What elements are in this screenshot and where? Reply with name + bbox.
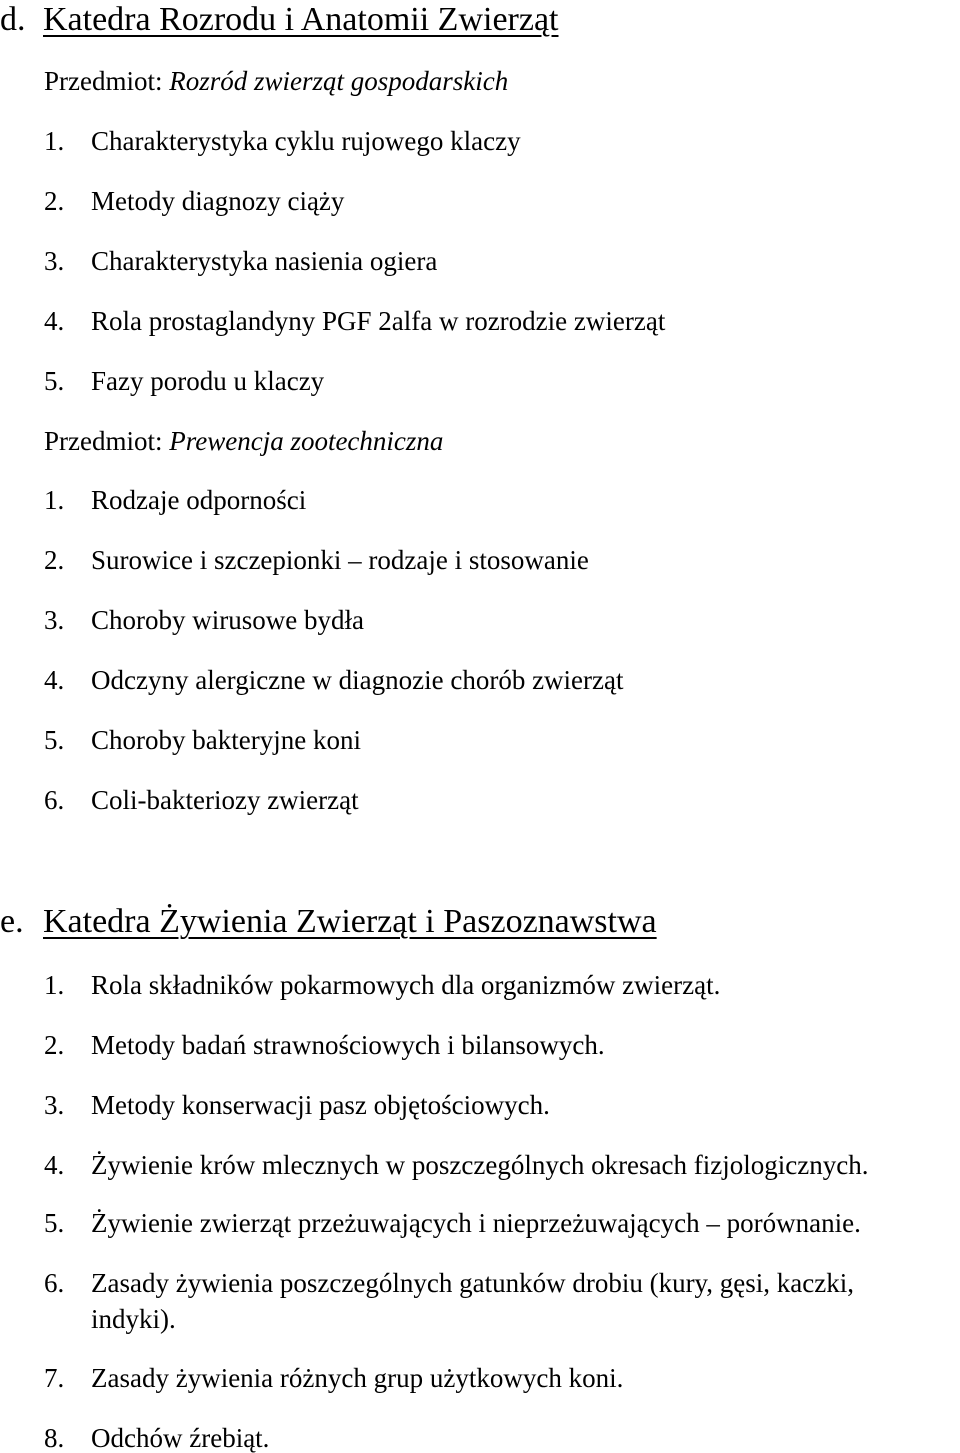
item-number: 6. bbox=[44, 785, 65, 815]
subject-name: Rozród zwierząt gospodarskich bbox=[169, 66, 509, 96]
item-number: 4. bbox=[44, 665, 65, 695]
item-text: Żywienie krów mlecznych w poszczególnych okresach fizjologicznych. bbox=[91, 1150, 869, 1180]
item-text: Rola składników pokarmowych dla organizmów zwierząt. bbox=[91, 970, 721, 1000]
item-text: Metody badań strawnościowych i bilansowych. bbox=[91, 1030, 605, 1060]
item-number: 1. bbox=[44, 485, 65, 515]
subject-name: Prewencja zootechniczna bbox=[169, 426, 444, 456]
section-title: Katedra Żywienia Zwierząt i Paszoznawstwa bbox=[43, 903, 657, 940]
item-text: Odchów źrebiąt. bbox=[91, 1423, 270, 1453]
item-text: Rodzaje odporności bbox=[91, 485, 307, 515]
item-number: 6. bbox=[44, 1268, 65, 1298]
item-number: 4. bbox=[44, 1150, 65, 1180]
item-number: 2. bbox=[44, 1030, 65, 1060]
item-number: 5. bbox=[44, 366, 65, 396]
subject-line bbox=[44, 428, 443, 455]
item-number: 5. bbox=[44, 725, 65, 755]
item-number: 3. bbox=[44, 605, 65, 635]
item-number: 5. bbox=[44, 1208, 65, 1238]
item-text: Metody diagnozy ciąży bbox=[91, 186, 345, 216]
item-number: 3. bbox=[44, 1090, 65, 1120]
subject-label: Przedmiot: bbox=[44, 66, 163, 96]
item-text: Surowice i szczepionki – rodzaje i stosowanie bbox=[91, 545, 589, 575]
item-text: Odczyny alergiczne w diagnozie chorób zwierząt bbox=[91, 665, 624, 695]
item-text: Choroby bakteryjne koni bbox=[91, 725, 361, 755]
item-text: Charakterystyka nasienia ogiera bbox=[91, 246, 438, 276]
section-title: Katedra Rozrodu i Anatomii Zwierząt bbox=[43, 1, 559, 38]
item-number: 1. bbox=[44, 970, 65, 1000]
item-number: 7. bbox=[44, 1363, 65, 1393]
section-letter: e. bbox=[0, 903, 24, 940]
item-text: Metody konserwacji pasz objętościowych. bbox=[91, 1090, 550, 1120]
item-number: 4. bbox=[44, 306, 65, 336]
item-text: Zasady żywienia poszczególnych gatunków drobiu (kury, gęsi, kaczki, bbox=[91, 1268, 855, 1298]
item-number: 1. bbox=[44, 126, 65, 156]
item-text: Rola prostaglandyny PGF 2alfa w rozrodzie zwierząt bbox=[91, 306, 666, 336]
item-text: Fazy porodu u klaczy bbox=[91, 366, 325, 396]
section-letter: d. bbox=[0, 1, 26, 38]
item-text: Charakterystyka cyklu rujowego klaczy bbox=[91, 126, 521, 156]
subject-label: Przedmiot: bbox=[44, 426, 163, 456]
item-number: 2. bbox=[44, 545, 65, 575]
item-text: Żywienie zwierząt przeżuwających i nieprzeżuwających – porównanie. bbox=[91, 1208, 861, 1238]
item-text: Coli-bakteriozy zwierząt bbox=[91, 785, 359, 815]
item-number: 3. bbox=[44, 246, 65, 276]
item-number: 8. bbox=[44, 1423, 65, 1453]
item-number: 2. bbox=[44, 186, 65, 216]
item-text-continuation: indyki). bbox=[91, 1304, 176, 1334]
item-text: Choroby wirusowe bydła bbox=[91, 605, 364, 635]
item-text: Zasady żywienia różnych grup użytkowych koni. bbox=[91, 1363, 624, 1393]
subject-line bbox=[44, 68, 508, 95]
